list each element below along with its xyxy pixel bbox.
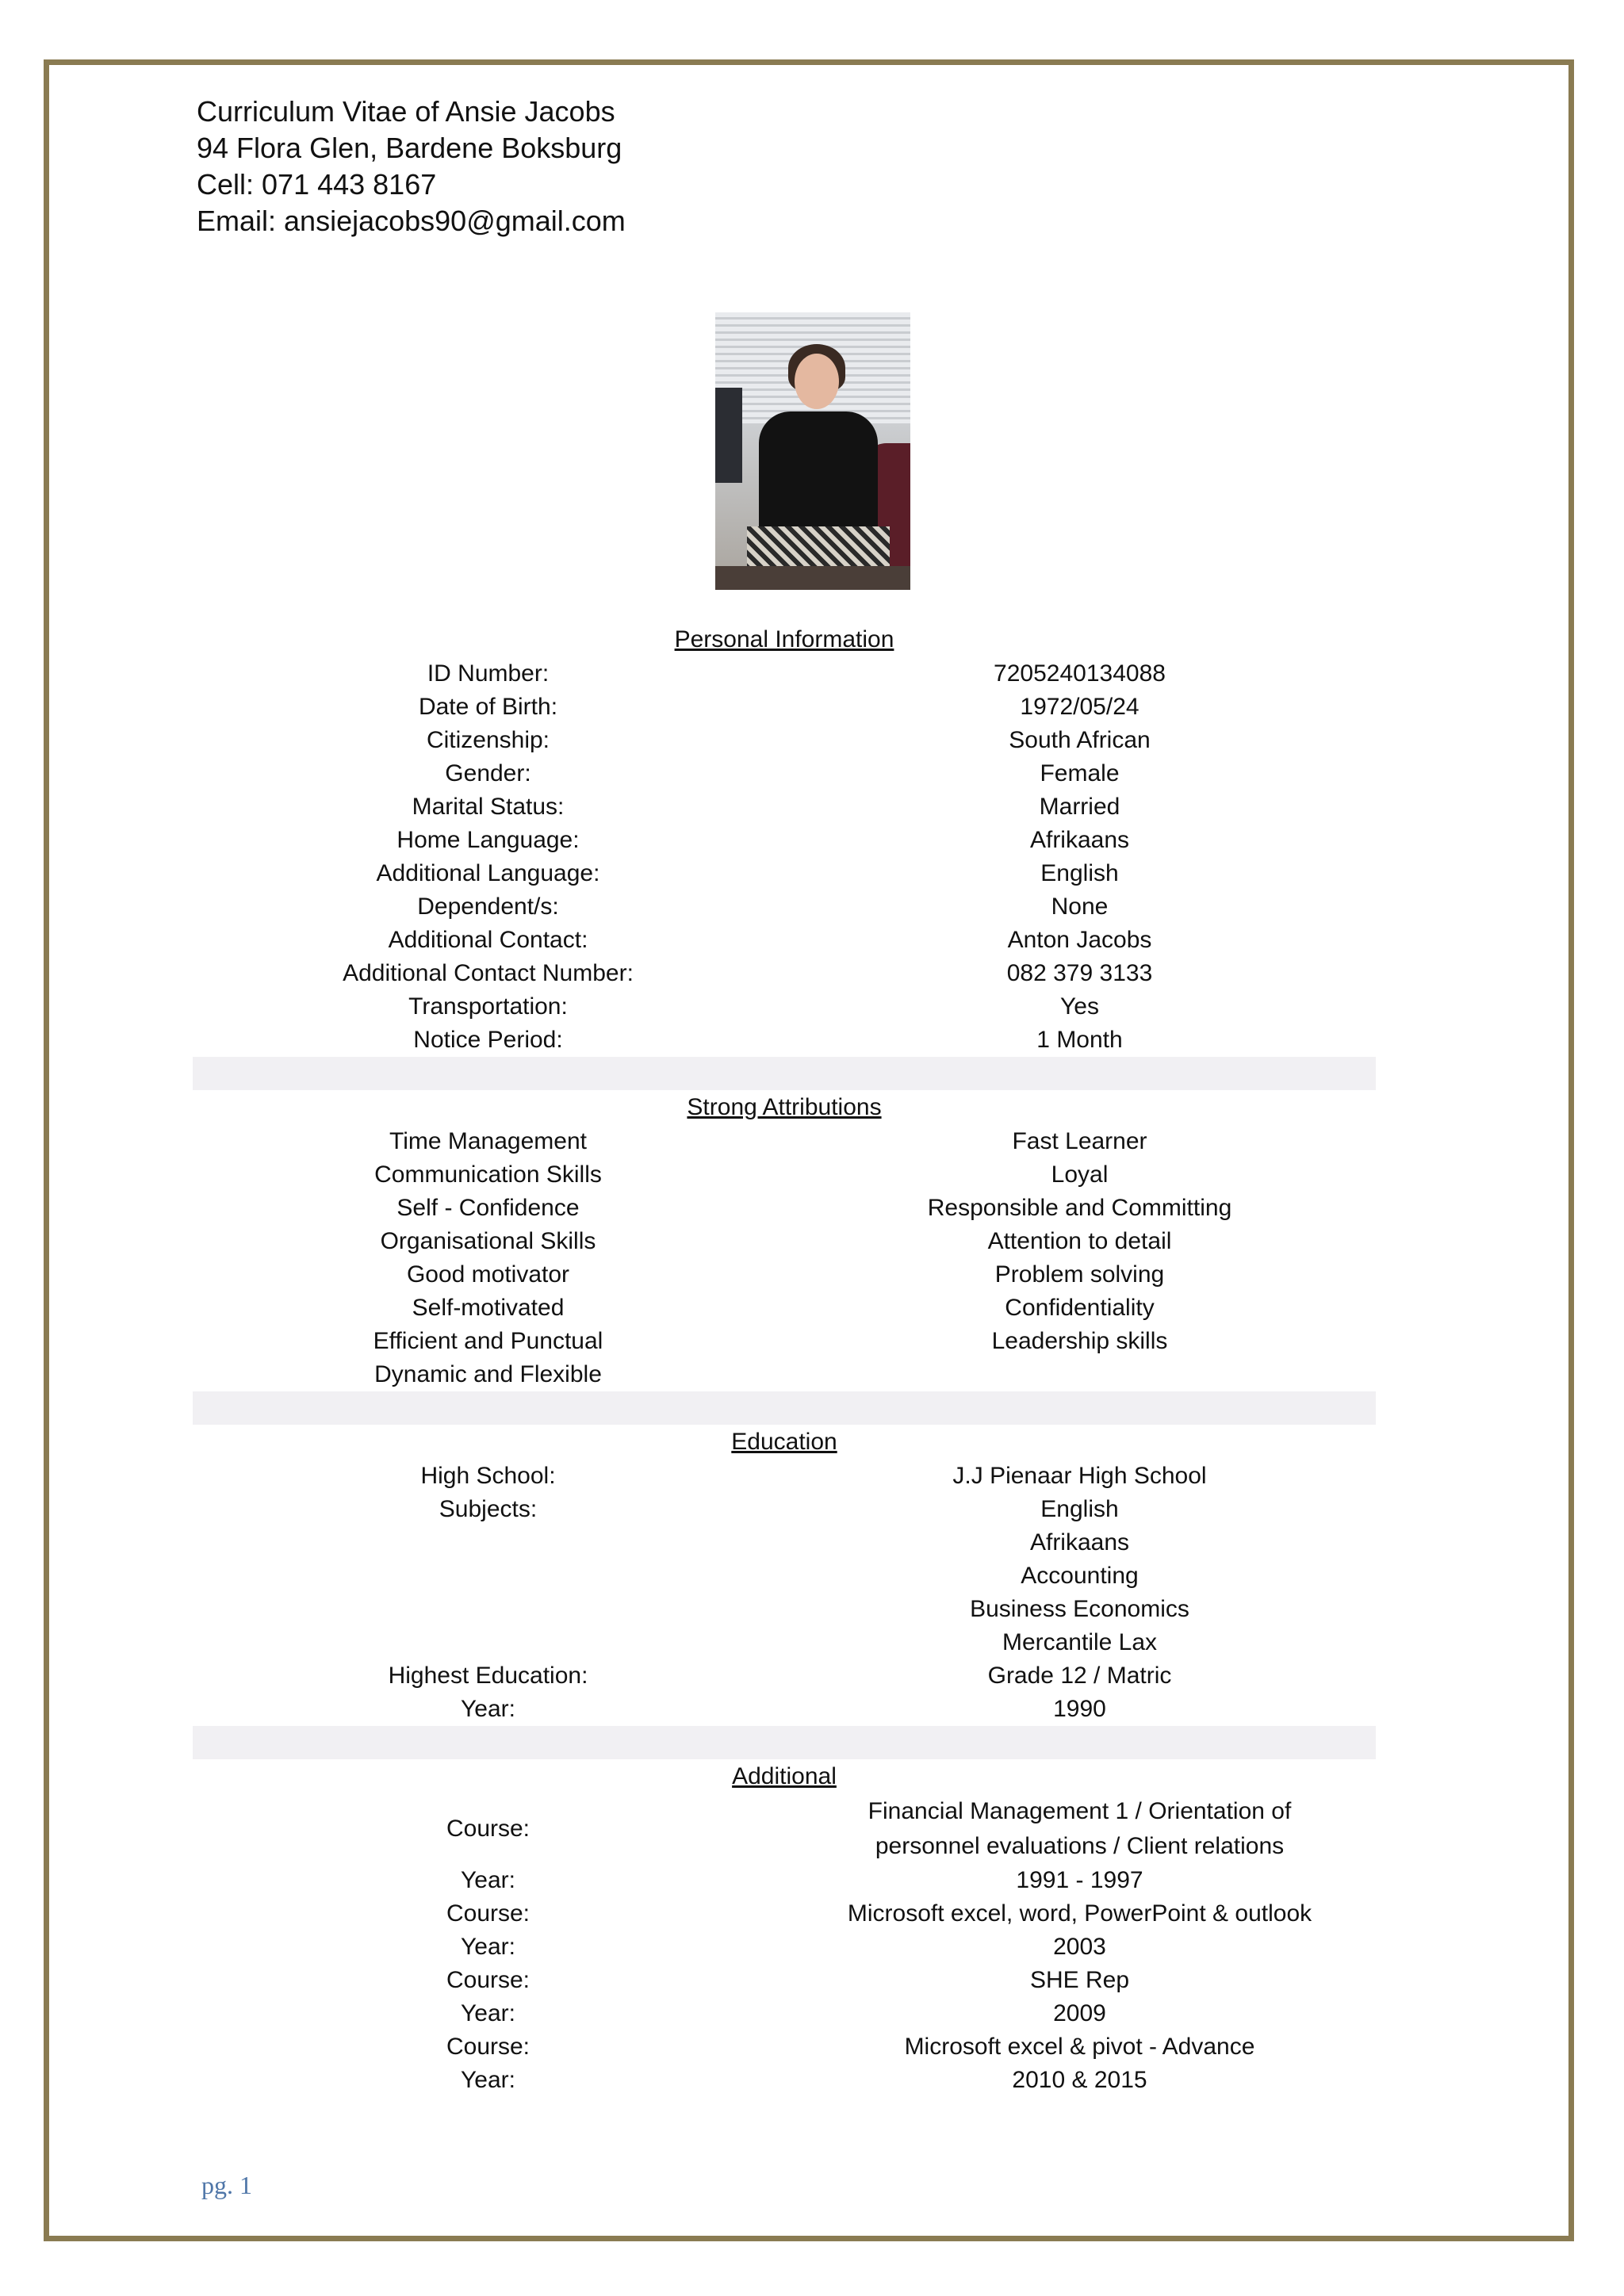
row-value: None	[1051, 894, 1109, 920]
table-row	[193, 1593, 1376, 1626]
education-table	[193, 1460, 1376, 1726]
table-row	[193, 657, 1376, 691]
row-value: Afrikaans	[1029, 1529, 1130, 1556]
row-value: Leadership skills	[991, 1328, 1168, 1354]
row-value: South African	[1009, 727, 1151, 753]
section-title-education: Education	[731, 1429, 837, 1455]
row-value: Microsoft excel, word, PowerPoint & outlook	[847, 1900, 1312, 1927]
table-row	[193, 857, 1376, 890]
table-row	[193, 1024, 1376, 1057]
row-value: Accounting	[1021, 1563, 1139, 1589]
table-row	[193, 1125, 1376, 1158]
email: Email: ansiejacobs90@gmail.com	[197, 205, 626, 237]
row-label: Highest Education:	[388, 1663, 588, 1689]
row-label: Year:	[461, 2000, 515, 2026]
row-value: 2003	[1053, 1934, 1106, 1960]
row-label: Communication Skills	[374, 1161, 602, 1188]
cv-content	[193, 622, 1376, 2097]
row-label: Year:	[461, 1867, 515, 1893]
table-row	[193, 824, 1376, 857]
table-row	[193, 2030, 1376, 2064]
table-row	[193, 1931, 1376, 1964]
row-value: 1991 - 1997	[1016, 1867, 1143, 1893]
cell-number: Cell: 071 443 8167	[197, 168, 437, 201]
table-row	[193, 1158, 1376, 1192]
row-value: 1 Month	[1036, 1027, 1123, 1053]
row-value: Female	[1040, 760, 1120, 786]
row-value: Microsoft excel & pivot - Advance	[904, 2034, 1255, 2060]
table-row	[193, 1325, 1376, 1358]
row-value: Yes	[1060, 993, 1099, 1020]
attributes-table	[193, 1125, 1376, 1391]
row-value: English	[1040, 1496, 1119, 1522]
row-value: SHE Rep	[1029, 1967, 1130, 1993]
row-label: Additional Contact Number:	[343, 960, 634, 986]
row-label: Additional Contact:	[388, 927, 588, 953]
row-label: Dynamic and Flexible	[374, 1361, 602, 1387]
table-row	[193, 1659, 1376, 1693]
row-label: Year:	[461, 1934, 515, 1960]
row-label: Course:	[446, 1967, 530, 1993]
row-label: High School:	[420, 1463, 556, 1489]
cv-header	[197, 94, 626, 239]
row-label: Course:	[446, 2034, 530, 2060]
row-value: Attention to detail	[987, 1228, 1172, 1254]
row-value	[783, 1794, 1376, 1864]
row-label: Organisational Skills	[380, 1228, 596, 1254]
table-row	[193, 2064, 1376, 2097]
table-row	[193, 890, 1376, 924]
row-label: Date of Birth:	[418, 694, 558, 720]
row-label: Good motivator	[406, 1261, 570, 1288]
row-value: Anton Jacobs	[1007, 927, 1152, 953]
row-label: Subjects:	[439, 1496, 538, 1522]
table-row	[193, 757, 1376, 790]
row-value	[783, 1358, 1376, 1391]
table-row	[193, 1493, 1376, 1526]
table-row	[193, 1292, 1376, 1325]
table-row	[193, 1258, 1376, 1292]
table-row	[193, 724, 1376, 757]
section-title-additional: Additional	[732, 1763, 837, 1789]
table-row	[193, 1693, 1376, 1726]
section-divider	[193, 1391, 1376, 1425]
row-label: Year:	[461, 2067, 515, 2093]
additional-table	[193, 1794, 1376, 2097]
table-row	[193, 924, 1376, 957]
row-label: Additional Language:	[376, 860, 600, 886]
row-label: Year:	[461, 1696, 515, 1722]
row-label: Efficient and Punctual	[373, 1328, 603, 1354]
table-row	[193, 1192, 1376, 1225]
row-value: 2010 & 2015	[1012, 2067, 1147, 2093]
table-row	[193, 1997, 1376, 2030]
table-row	[193, 1897, 1376, 1931]
row-value: Married	[1039, 794, 1120, 820]
row-label: Home Language:	[396, 827, 580, 853]
table-row	[193, 957, 1376, 990]
row-label: Marital Status:	[412, 794, 565, 820]
row-value: Afrikaans	[1029, 827, 1130, 853]
table-row	[193, 1964, 1376, 1997]
row-label	[193, 1526, 783, 1559]
profile-photo	[715, 312, 910, 590]
row-label: Dependent/s:	[417, 894, 559, 920]
row-value: Responsible and Committing	[927, 1195, 1232, 1221]
row-value: Business Economics	[970, 1596, 1189, 1622]
table-row	[193, 1626, 1376, 1659]
table-row	[193, 1358, 1376, 1391]
row-value: 082 379 3133	[1006, 960, 1153, 986]
table-row	[193, 790, 1376, 824]
row-label: Citizenship:	[426, 727, 550, 753]
row-value: Loyal	[1051, 1161, 1109, 1188]
row-label: Transportation:	[408, 993, 568, 1020]
section-title-personal: Personal Information	[674, 626, 894, 652]
row-value: Mercantile Lax	[1002, 1629, 1158, 1655]
page-number: pg. 1	[201, 2171, 252, 2199]
row-value: Confidentiality	[1005, 1295, 1155, 1321]
row-label: Time Management	[389, 1128, 587, 1154]
table-row	[193, 1460, 1376, 1493]
row-value: 7205240134088	[994, 660, 1166, 687]
row-value: 1972/05/24	[1020, 694, 1139, 720]
row-label: Notice Period:	[413, 1027, 563, 1053]
section-divider	[193, 1057, 1376, 1090]
table-row	[193, 1225, 1376, 1258]
row-label	[193, 1626, 783, 1659]
table-row	[193, 1794, 1376, 1864]
table-row	[193, 1526, 1376, 1559]
row-label	[193, 1593, 783, 1626]
row-label	[193, 1559, 783, 1593]
row-value: English	[1040, 860, 1119, 886]
row-label: ID Number:	[427, 660, 550, 687]
row-label: Self-motivated	[412, 1295, 565, 1321]
personal-table	[193, 657, 1376, 1057]
row-label: Self - Confidence	[396, 1195, 580, 1221]
section-title-attributes: Strong Attributions	[687, 1094, 882, 1120]
row-value-line: Financial Management 1 / Orientation of	[868, 1798, 1292, 1824]
row-value: Fast Learner	[1012, 1128, 1147, 1154]
table-row	[193, 1559, 1376, 1593]
row-label: Gender:	[445, 760, 531, 786]
cv-title: Curriculum Vitae of Ansie Jacobs	[197, 95, 615, 128]
row-value: Problem solving	[994, 1261, 1165, 1288]
address: 94 Flora Glen, Bardene Boksburg	[197, 132, 622, 164]
row-value: 1990	[1053, 1696, 1106, 1722]
row-value: J.J Pienaar High School	[952, 1463, 1207, 1489]
row-value-line: personnel evaluations / Client relations	[875, 1833, 1285, 1859]
row-label: Course:	[446, 1816, 530, 1842]
row-value: Grade 12 / Matric	[987, 1663, 1172, 1689]
row-value: 2009	[1053, 2000, 1106, 2026]
table-row	[193, 691, 1376, 724]
section-divider	[193, 1726, 1376, 1759]
row-label: Course:	[446, 1900, 530, 1927]
table-row	[193, 990, 1376, 1024]
table-row	[193, 1864, 1376, 1897]
